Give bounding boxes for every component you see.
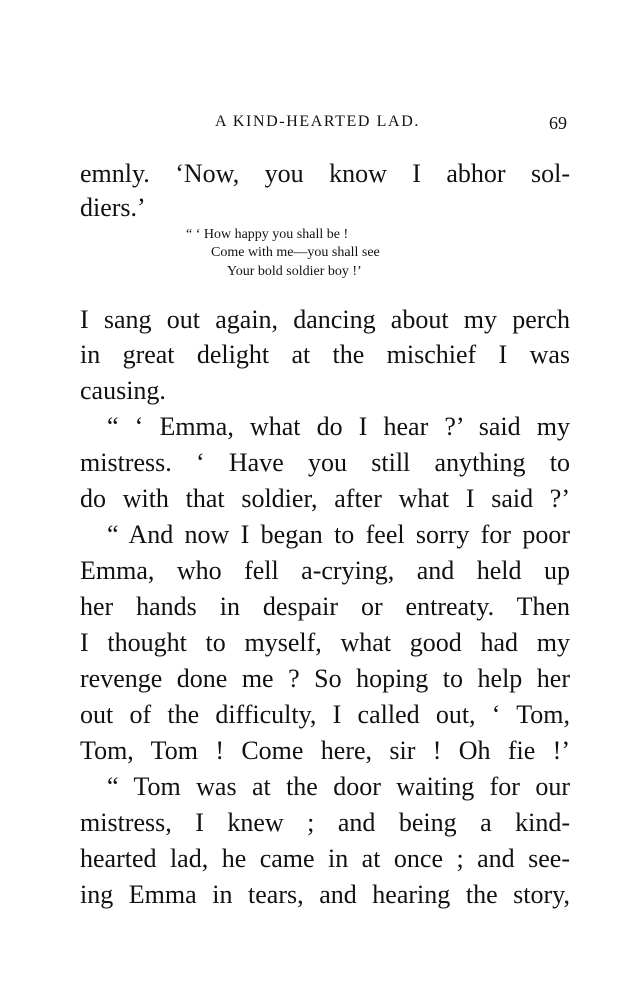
text-line: diers.’ [80,193,146,222]
text-line: I sang out again, dancing about my perch [80,305,570,334]
verse-line: Your bold soldier boy !’ [227,264,362,279]
text-line: “ ‘ Emma, what do I hear ?’ said my [107,412,570,441]
running-head [0,113,625,137]
text-line: emnly. ‘Now, you know I abhor sol- [80,159,570,188]
text-line: I thought to myself, what good had my [80,628,570,657]
running-head-title: A KIND-HEARTED LAD. [215,113,420,130]
text-line: mistress. ‘ Have you still anything to [80,448,570,477]
text-line: out of the difficulty, I called out, ‘ Tom, [80,700,570,729]
text-line: “ And now I began to feel sorry for poor [107,520,570,549]
text-line: ing Emma in tears, and hearing the story, [80,880,570,909]
text-line: hearted lad, he came in at once ; and see- [80,844,570,873]
text-line: her hands in despair or entreaty. Then [80,592,570,621]
verse-line: “ ‘ How happy you shall be ! [186,227,349,242]
page-number: 69 [549,113,567,133]
text-line: revenge done me ? So hoping to help her [80,664,570,693]
verse-line: Come with me—you shall see [211,245,380,260]
text-line: causing. [80,376,166,405]
text-line: Tom, Tom ! Come here, sir ! Oh fie !’ [80,736,570,765]
text-line: “ Tom was at the door waiting for our [107,772,570,801]
text-line: mistress, I knew ; and being a kind- [80,808,570,837]
text-line: in great delight at the mischief I was [80,340,570,369]
text-line: do with that soldier, after what I said ?’ [80,484,570,513]
text-line: Emma, who fell a-crying, and held up [80,556,570,585]
